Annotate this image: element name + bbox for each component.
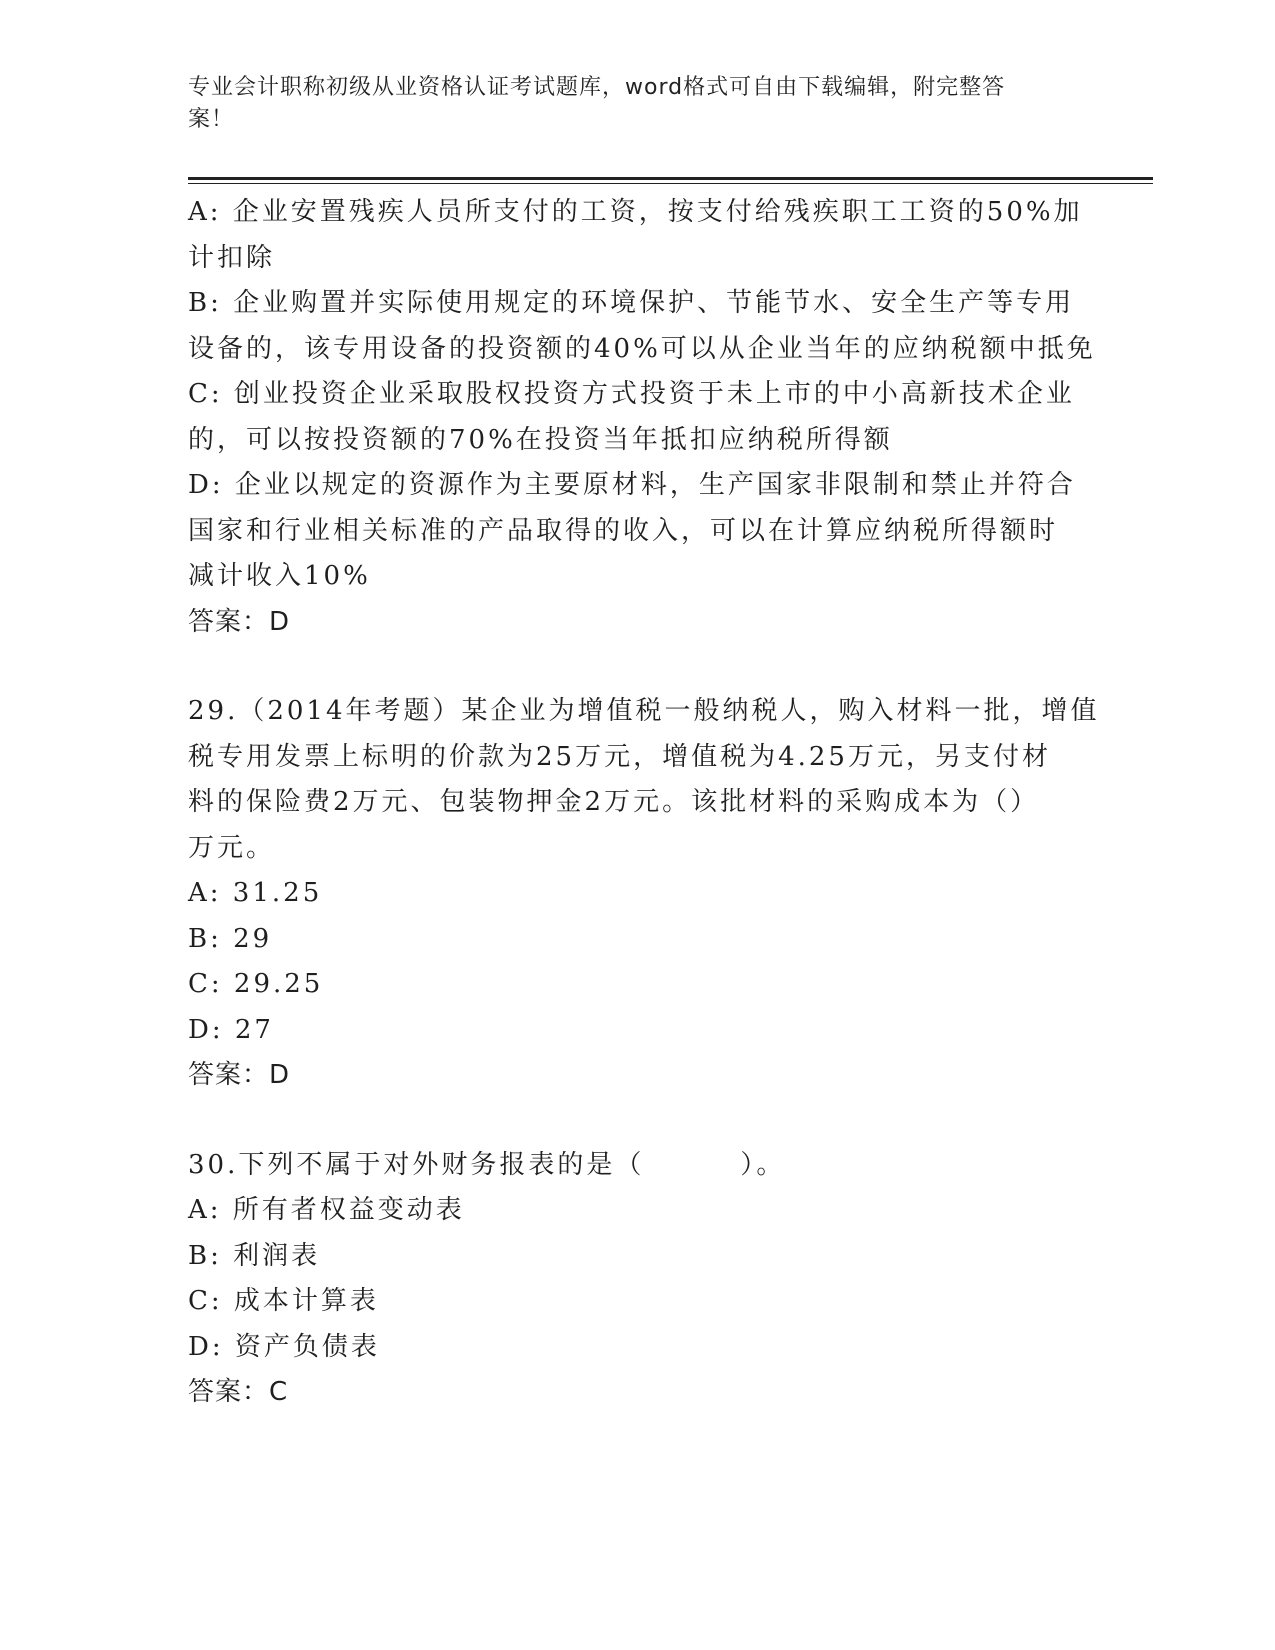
q28-option-d-line-3: 减计收入10% (188, 561, 371, 591)
q30-option-c: C: 成本计算表 (188, 1286, 379, 1316)
q29-option-d: D: 27 (188, 1014, 274, 1045)
q28-option-d-line-2: 国家和行业相关标准的产品取得的收入，可以在计算应纳税所得额时 (188, 515, 1059, 546)
q28-option-b-line-2: 设备的，该专用设备的投资额的40%可以从企业当年的应纳税额中抵免 (188, 333, 1096, 364)
header-divider-thin (188, 183, 1153, 184)
q29-stem-line-1: 29.（2014年考题）某企业为增值税一般纳税人，购入材料一批，增值 (188, 696, 1100, 726)
q28-option-a-line-2: 计扣除 (188, 242, 276, 273)
q30-option-d: D: 资产负债表 (188, 1331, 380, 1362)
question-content (188, 190, 1100, 1416)
q29-stem-line-3: 料的保险费2万元、包装物押金2万元。该批材料的采购成本为（） (188, 787, 1040, 817)
spacer (188, 1099, 1088, 1143)
q30-stem (188, 1143, 1088, 1189)
q28-answer: 答案：D (188, 606, 291, 637)
q30-answer: 答案：C (188, 1377, 289, 1407)
header-divider-thick (188, 177, 1153, 180)
q29-option-c: C: 29.25 (188, 969, 324, 999)
question-30 (188, 1143, 1088, 1416)
question-28-options (188, 190, 1096, 645)
header-line-2: 案！ (188, 107, 235, 132)
q28-option-c-line-1: C: 创业投资企业采取股权投资方式投资于未上市的中小高新技术企业 (188, 379, 1075, 409)
q28-option-d-line-1: D: 企业以规定的资源作为主要原材料，生产国家非限制和禁止并符合 (188, 470, 1076, 500)
question-29 (188, 689, 1100, 1099)
q30-option-b: B: 利润表 (188, 1240, 321, 1271)
q29-stem-line-2: 税专用发票上标明的价款为25万元，增值税为4.25万元，另支付材 (188, 741, 1051, 772)
q29-option-b: B: 29 (188, 923, 273, 954)
q29-stem-line-4: 万元。 (188, 832, 276, 863)
q28-option-a-line-1: A: 企业安置残疾人员所支付的工资，按支付给残疾职工工资的50%加 (188, 197, 1083, 227)
q30-stem-suffix: ）。 (740, 1149, 786, 1180)
q28-option-c-line-2: 的，可以按投资额的70%在投资当年抵扣应纳税所得额 (188, 424, 893, 455)
document-header (188, 72, 1068, 136)
q30-option-a: A: 所有者权益变动表 (188, 1195, 465, 1225)
q28-option-b-line-1: B: 企业购置并实际使用规定的环境保护、节能节水、安全生产等专用 (188, 288, 1075, 318)
spacer (188, 645, 1088, 689)
q29-answer: 答案：D (188, 1060, 291, 1090)
q29-option-a: A: 31.25 (188, 878, 323, 908)
q30-stem-prefix: 30.下列不属于对外财务报表的是（ (188, 1149, 645, 1180)
header-line-1: 专业会计职称初级从业资格认证考试题库，word格式可自由下载编辑，附完整答 (188, 75, 1006, 100)
